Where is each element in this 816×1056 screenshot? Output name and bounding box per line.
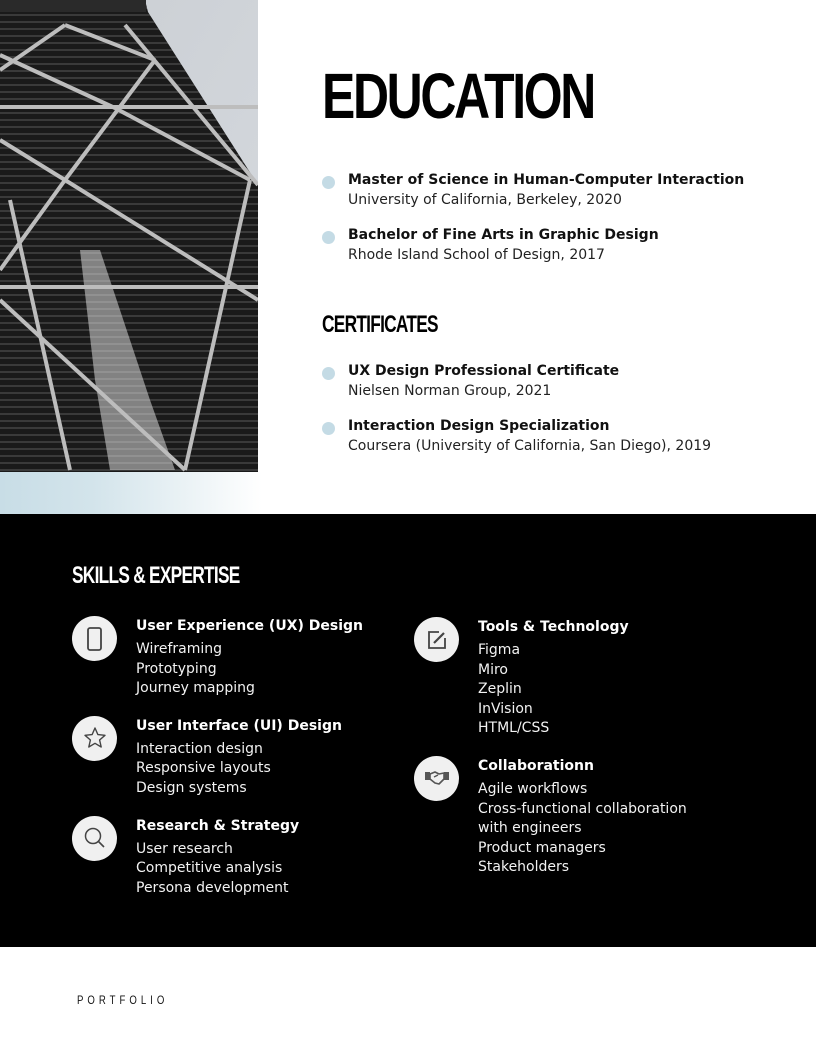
skill-item: Figma — [478, 642, 521, 658]
skill-title: User Interface (UI) Design — [136, 717, 342, 734]
skill-item: Competitive analysis — [136, 860, 283, 877]
photo-accent-band — [0, 472, 262, 514]
skill-title: Tools & Technology — [478, 619, 629, 635]
skill-item: Miro — [478, 661, 508, 678]
education-entry — [322, 225, 782, 265]
skill-title: Collaborationn — [478, 757, 594, 774]
edit-icon — [414, 617, 459, 662]
skill-item: Prototyping — [136, 660, 217, 677]
skills-section — [0, 514, 816, 947]
skill-item: Stakeholders — [478, 859, 570, 876]
skill-item: with engineers — [478, 820, 582, 837]
star-icon — [72, 716, 117, 761]
handshake-icon — [414, 756, 459, 801]
skill-item: Design systems — [136, 779, 247, 796]
skill-item: Cross-functional collaboration — [478, 800, 687, 817]
certificate-entry — [322, 416, 782, 456]
entry-detail: Rhode Island School of Design, 2017 — [348, 247, 605, 263]
education-heading: EDUCATION — [322, 60, 594, 132]
skill-item: Journey mapping — [136, 680, 255, 697]
entry-title: Interaction Design Specialization — [348, 418, 610, 434]
certificates-heading: CERTIFICATES — [322, 311, 438, 338]
skills-heading: SKILLS & EXPERTISE — [72, 562, 240, 589]
bullet-dot-icon — [322, 422, 335, 435]
entry-detail: Coursera (University of California, San Diego), 2019 — [348, 438, 712, 454]
search-icon — [72, 816, 117, 861]
skill-item: Persona development — [136, 879, 289, 896]
skill-title: Research & Strategy — [136, 817, 300, 834]
skill-group — [72, 716, 392, 799]
education-column — [322, 60, 782, 456]
mobile-device-icon — [72, 616, 117, 661]
building-lattice-image — [0, 0, 258, 472]
skill-group — [414, 617, 754, 739]
bullet-dot-icon — [322, 176, 335, 189]
entry-title: UX Design Professional Certificate — [348, 363, 620, 379]
skill-item: Product managers — [478, 839, 606, 856]
skill-item: Zeplin — [478, 681, 522, 698]
entry-detail: University of California, Berkeley, 2020 — [348, 192, 622, 208]
skill-item: InVision — [478, 700, 533, 717]
entry-title: Bachelor of Fine Arts in Graphic Design — [348, 227, 659, 243]
skills-right-column — [414, 617, 754, 895]
entry-title: Master of Science in Human-Computer Interaction — [348, 172, 745, 188]
certificate-entry — [322, 361, 782, 401]
bullet-dot-icon — [322, 367, 335, 380]
skill-group — [72, 616, 392, 699]
entry-detail: Nielsen Norman Group, 2021 — [348, 383, 552, 399]
skill-item: User research — [136, 840, 233, 857]
skill-group — [72, 816, 392, 899]
skills-left-column — [72, 616, 392, 915]
skill-group — [414, 756, 754, 878]
footer-label: PORTFOLIO — [77, 993, 169, 1007]
education-entry — [322, 170, 782, 210]
skill-item: Agile workflows — [478, 780, 588, 797]
skill-item: Responsive layouts — [136, 760, 271, 777]
skill-title: User Experience (UX) Design — [136, 618, 363, 634]
skill-item: Interaction design — [136, 740, 263, 757]
bullet-dot-icon — [322, 231, 335, 244]
skill-item: HTML/CSS — [478, 720, 550, 737]
skill-item: Wireframing — [136, 641, 223, 657]
building-photo — [0, 0, 258, 472]
